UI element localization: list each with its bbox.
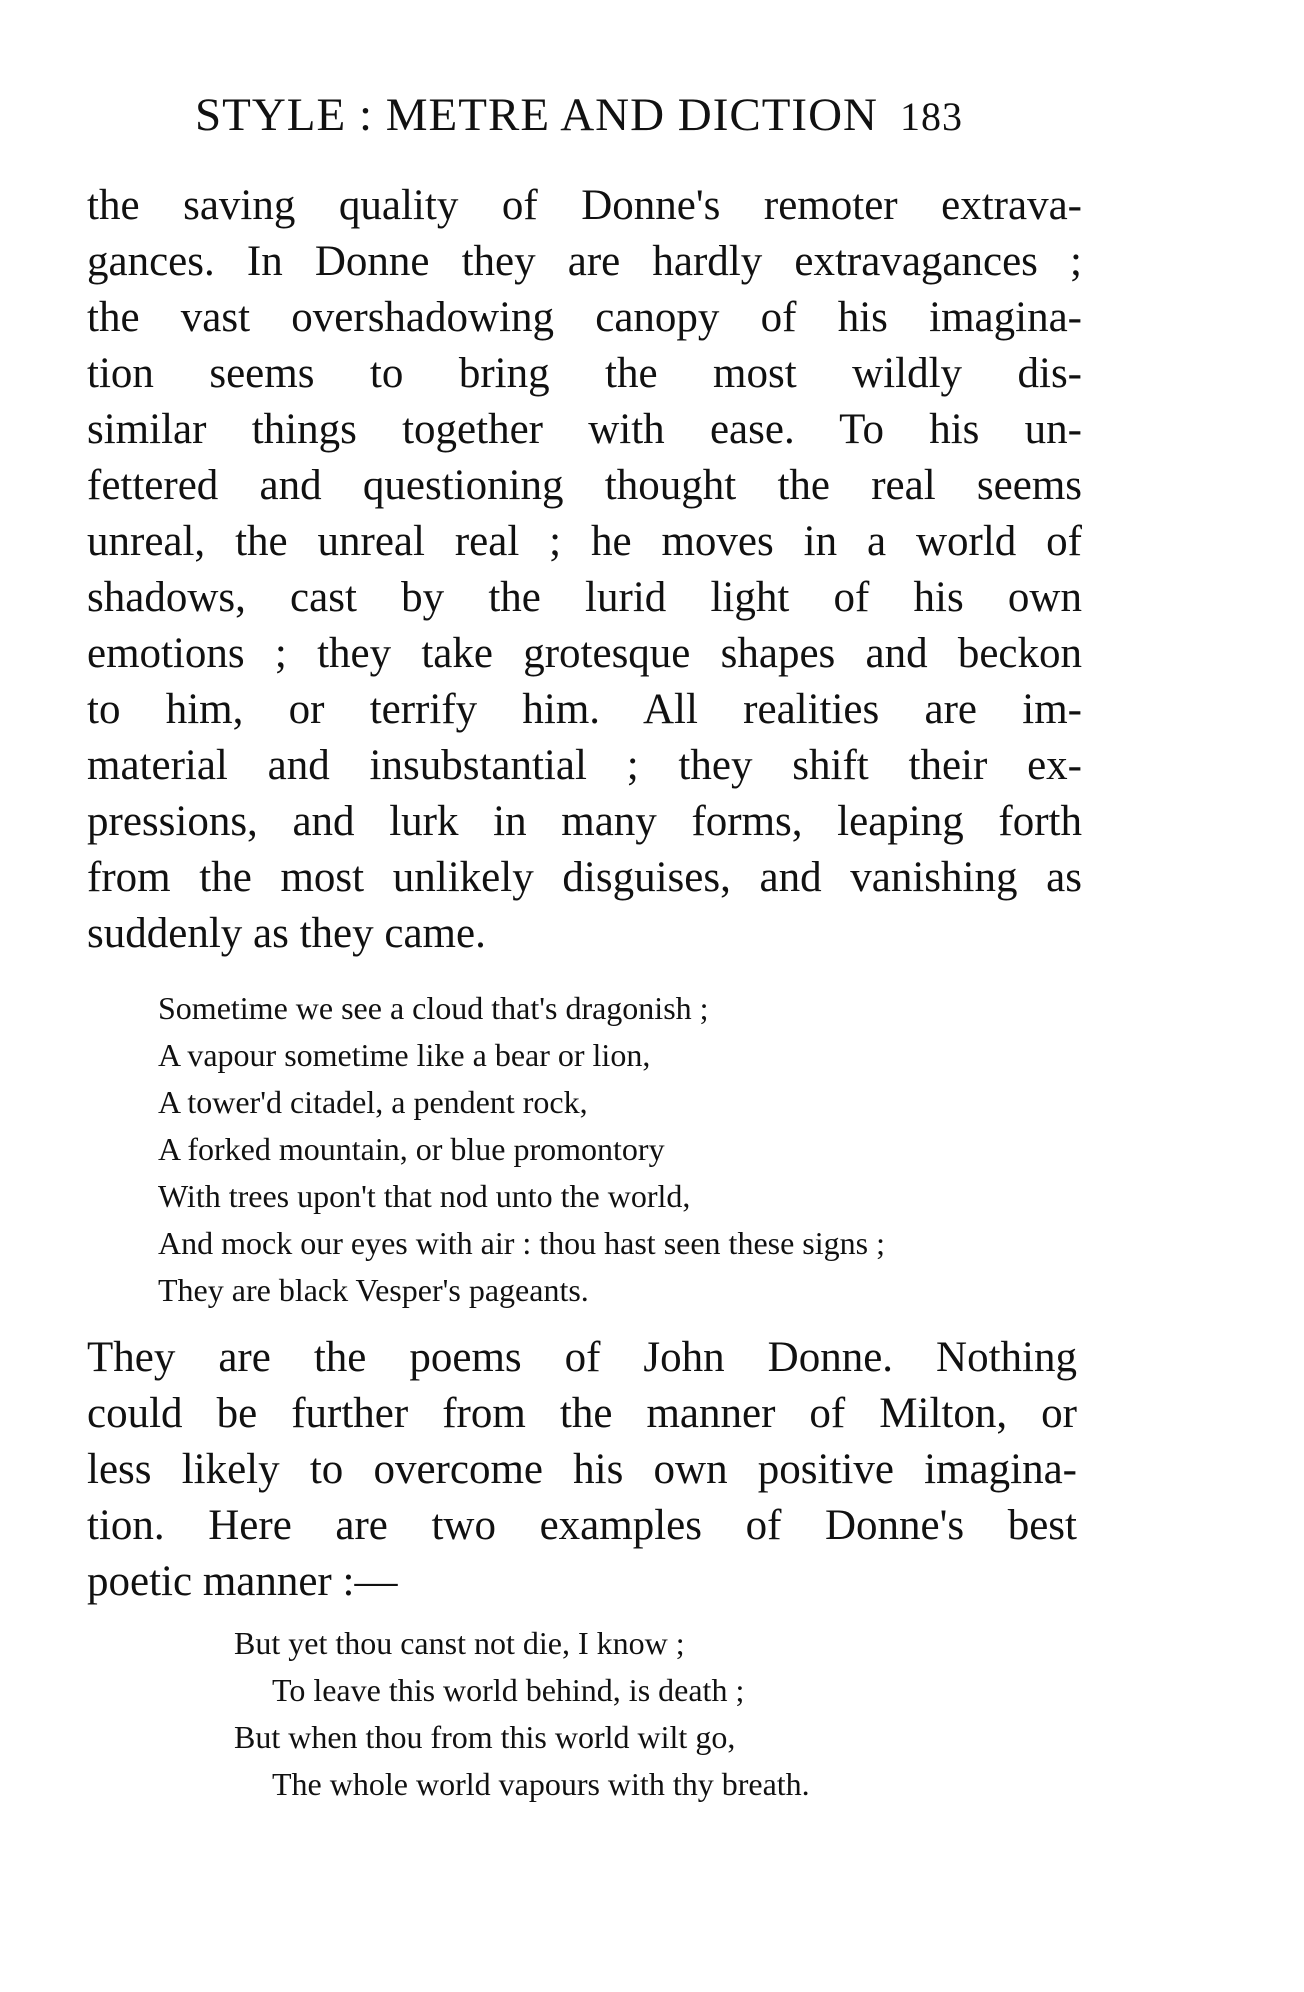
verse-line: A tower'd citadel, a pendent rock, — [158, 1084, 588, 1120]
text-line: material and insubstantial ; they shift their ex- — [87, 742, 1082, 789]
paragraph-2 — [87, 1330, 1077, 1610]
text-line: fettered and questioning thought the real seems — [87, 462, 1082, 509]
text-line: suddenly as they came. — [87, 910, 486, 957]
verse-line: But when thou from this world wilt go, — [234, 1719, 736, 1755]
text-line: less likely to overcome his own positive imagina- — [87, 1446, 1077, 1493]
paragraph-1 — [87, 178, 1082, 962]
text-line: the vast overshadowing canopy of his imagina- — [87, 294, 1082, 341]
verse-quotation-1 — [158, 985, 885, 1314]
text-line: pressions, and lurk in many forms, leaping forth — [87, 798, 1082, 845]
verse-line: A vapour sometime like a bear or lion, — [158, 1037, 651, 1073]
verse-line: To leave this world behind, is death ; — [272, 1672, 745, 1708]
text-line: gances. In Donne they are hardly extravagances ; — [87, 238, 1082, 285]
verse-line: The whole world vapours with thy breath. — [272, 1766, 810, 1802]
text-line: tion seems to bring the most wildly dis- — [87, 350, 1082, 397]
text-line: poetic manner :— — [87, 1558, 398, 1605]
text-line: unreal, the unreal real ; he moves in a world of — [87, 518, 1082, 565]
running-header — [195, 88, 1095, 142]
text-line: from the most unlikely disguises, and vanishing as — [87, 854, 1082, 901]
text-line: similar things together with ease. To his un- — [87, 406, 1082, 453]
text-line: They are the poems of John Donne. Nothing — [87, 1334, 1077, 1381]
text-line: shadows, cast by the lurid light of his own — [87, 574, 1082, 621]
verse-line: Sometime we see a cloud that's dragonish ; — [158, 990, 709, 1026]
text-line: tion. Here are two examples of Donne's best — [87, 1502, 1077, 1549]
verse-line: A forked mountain, or blue promontory — [158, 1131, 665, 1167]
text-line: could be further from the manner of Milton, or — [87, 1390, 1077, 1437]
text-line: the saving quality of Donne's remoter extrava- — [87, 182, 1082, 229]
verse-line: And mock our eyes with air : thou hast seen these signs ; — [158, 1225, 885, 1261]
verse-line: But yet thou canst not die, I know ; — [234, 1625, 685, 1661]
verse-quotation-2 — [234, 1620, 810, 1808]
text-line: emotions ; they take grotesque shapes and beckon — [87, 630, 1082, 677]
verse-line: With trees upon't that nod unto the world, — [158, 1178, 691, 1214]
verse-line: They are black Vesper's pageants. — [158, 1272, 589, 1308]
header-title: STYLE : METRE AND DICTION — [195, 89, 878, 141]
text-line: to him, or terrify him. All realities are im- — [87, 686, 1082, 733]
page-number: 183 — [899, 94, 963, 139]
